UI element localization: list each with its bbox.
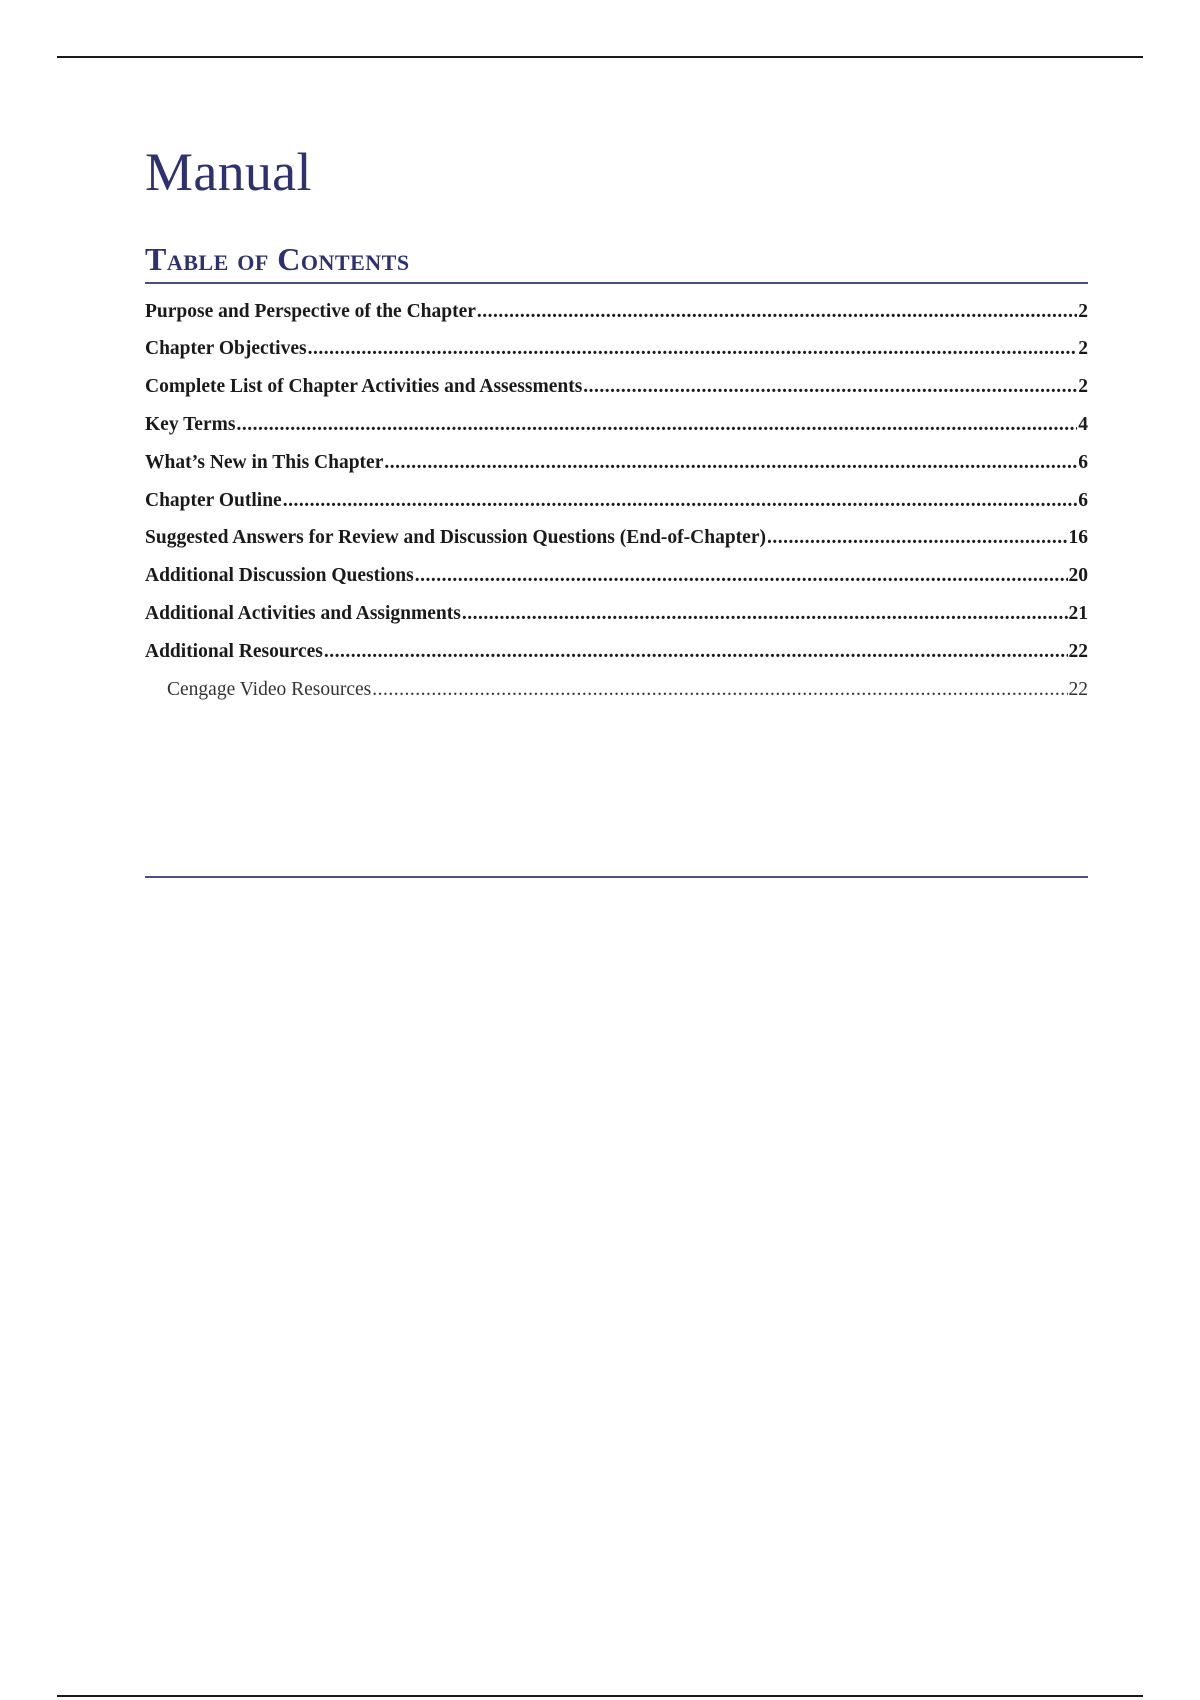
toc-entry-chapter-outline[interactable] [145,489,1088,527]
toc-entry-activities-list[interactable] [145,375,1088,413]
toc-entry-page: 6 [1078,451,1088,473]
toc-entry-objectives[interactable] [145,337,1088,375]
toc-entry-page: 2 [1078,338,1088,360]
toc-dot-leader [462,602,1068,626]
toc-dot-leader [283,489,1078,513]
toc-entry-label: Chapter Outline [145,489,282,511]
toc-entry-additional-discussion[interactable] [145,564,1088,602]
toc-entry-page: 4 [1078,413,1088,435]
toc-entry-page: 22 [1068,640,1088,662]
page-top-rule [57,56,1143,58]
section-divider-rule [145,876,1088,878]
toc-entry-label: What’s New in This Chapter [145,451,384,473]
toc-entry-label: Complete List of Chapter Activities and Assessments [145,376,583,398]
toc-dot-leader [308,337,1078,361]
toc-entry-page: 21 [1068,602,1088,624]
document-title: Manual [145,142,312,202]
toc-entry-label: Purpose and Perspective of the Chapter [145,300,476,322]
toc-list [145,300,1088,716]
toc-entry-whats-new[interactable] [145,451,1088,489]
page-bottom-rule [57,1695,1143,1697]
toc-entry-page: 2 [1078,376,1088,398]
toc-entry-label: Cengage Video Resources [167,678,372,700]
toc-entry-label: Chapter Objectives [145,338,307,360]
toc-dot-leader [583,375,1077,399]
toc-entry-additional-activities[interactable] [145,602,1088,640]
toc-entry-purpose[interactable] [145,300,1088,338]
toc-entry-label: Additional Activities and Assignments [145,602,461,624]
toc-entry-suggested-answers[interactable] [145,526,1088,564]
toc-dot-leader [236,413,1077,437]
toc-entry-page: 2 [1078,300,1088,322]
toc-dot-leader [477,300,1077,324]
toc-entry-key-terms[interactable] [145,413,1088,451]
toc-dot-leader [384,451,1077,475]
toc-dot-leader [324,640,1068,664]
toc-entry-label: Suggested Answers for Review and Discussion Questions (End-of-Chapter) [145,527,766,549]
toc-entry-video-resources[interactable] [145,678,1088,716]
toc-entry-label: Key Terms [145,413,236,435]
toc-entry-page: 20 [1068,565,1088,587]
toc-entry-page: 16 [1068,527,1088,549]
toc-heading: Table of Contents [145,241,1088,284]
toc-entry-additional-resources[interactable] [145,640,1088,678]
toc-dot-leader [415,564,1068,588]
toc-entry-label: Additional Resources [145,640,323,662]
toc-dot-leader [372,678,1067,702]
toc-entry-page: 22 [1068,678,1088,700]
toc-entry-page: 6 [1078,489,1088,511]
page-content [145,140,1088,715]
toc-entry-label: Additional Discussion Questions [145,565,414,587]
toc-dot-leader [767,526,1068,550]
